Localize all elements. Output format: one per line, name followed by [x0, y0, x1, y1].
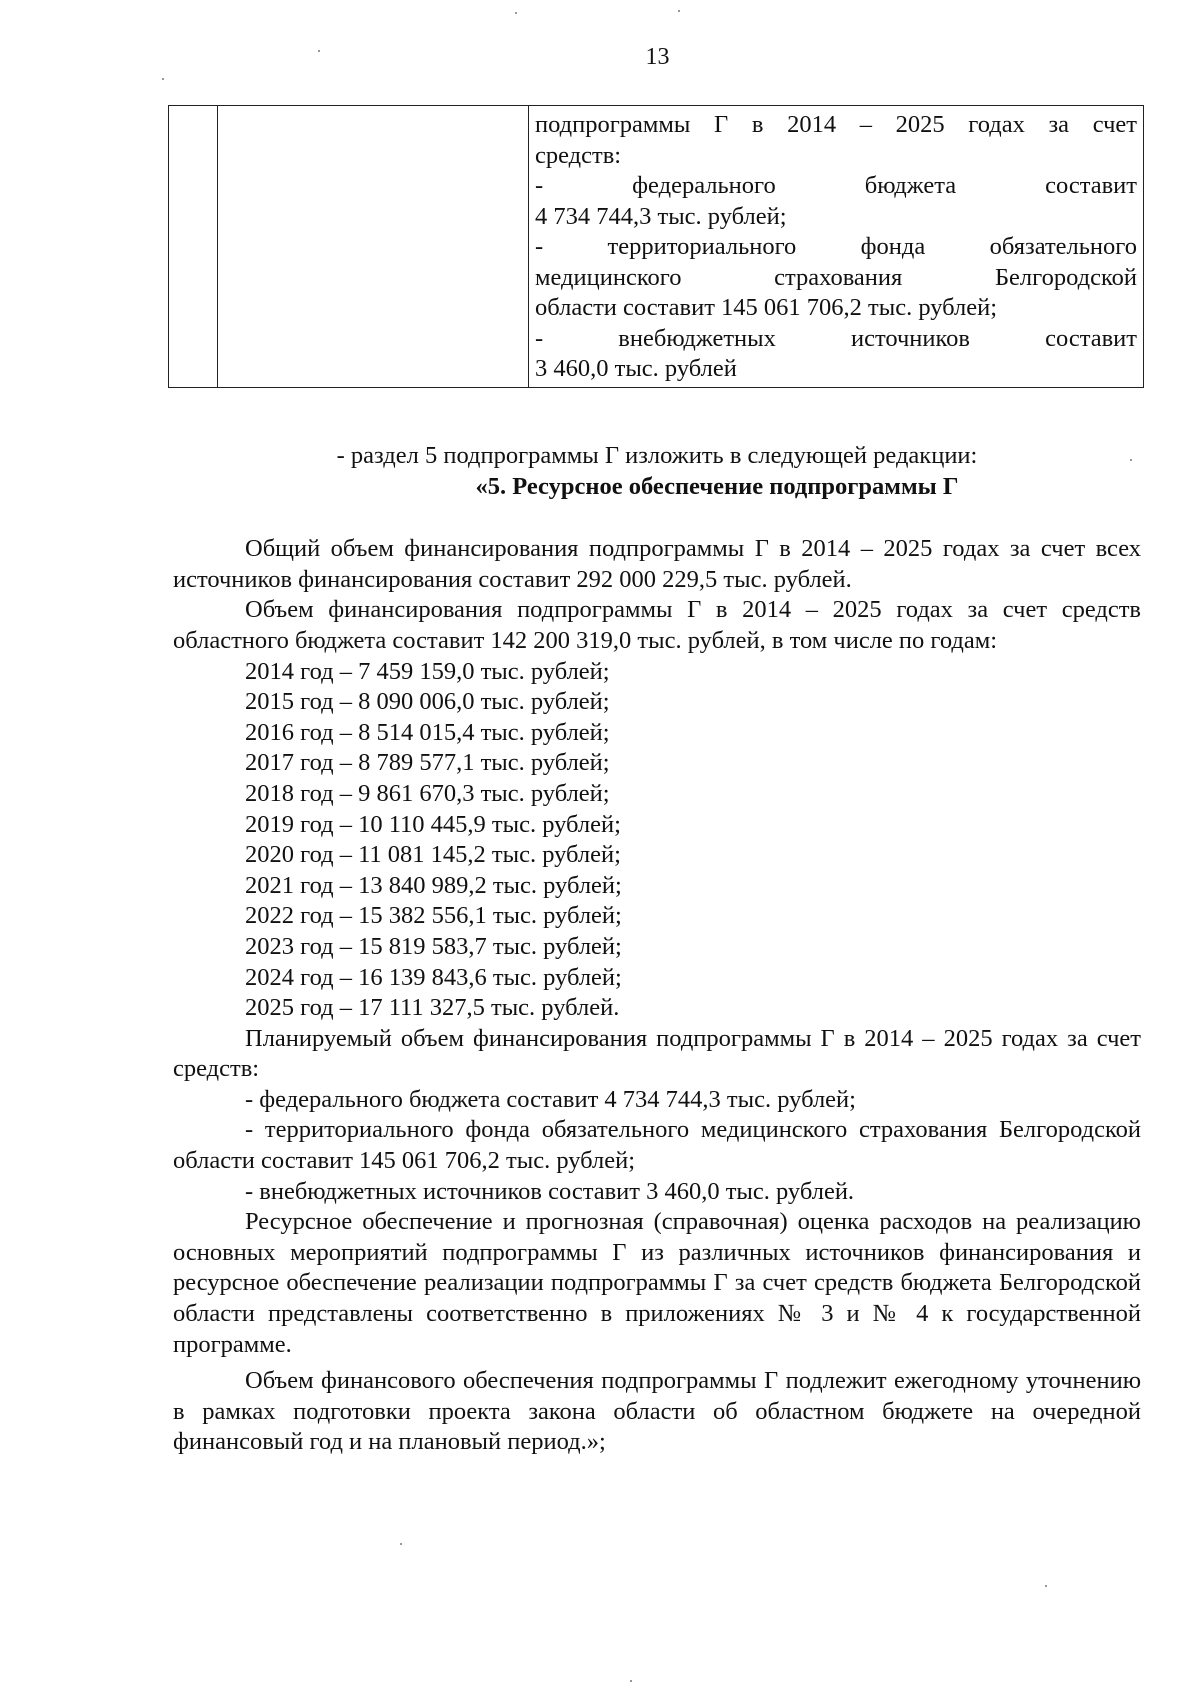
- paragraph-total: Общий объем финансирования подпрограммы Г в 2014 – 2025 годах за счет всех источников финансирования составит 292 000 229,5 тыс. рублей.: [173, 535, 1141, 593]
- cell-line: 3 460,0 тыс. рублей: [535, 355, 737, 382]
- year-item: 2019 год – 10 110 445,9 тыс. рублей;: [245, 810, 621, 838]
- scan-speck: [630, 1680, 632, 1682]
- cell-line: 4 734 744,3 тыс. рублей;: [535, 202, 787, 230]
- document-body: [173, 441, 1141, 1458]
- year-item: 2022 год – 15 382 556,1 тыс. рублей;: [245, 902, 622, 930]
- year-list: [173, 657, 1141, 1024]
- cell-line: - территориального фонда обязательного: [535, 233, 1137, 260]
- year-item: 2021 год – 13 840 989,2 тыс. рублей;: [245, 871, 622, 899]
- year-item: 2016 год – 8 514 015,4 тыс. рублей;: [245, 718, 610, 746]
- scan-speck: [515, 12, 517, 14]
- year-item: 2015 год – 8 090 006,0 тыс. рублей;: [245, 688, 610, 716]
- table-cell-number: [169, 106, 218, 388]
- table-cell-content: [529, 106, 1144, 388]
- scan-speck: [678, 10, 680, 12]
- cell-line: - внебюджетных источников составит: [535, 324, 1137, 352]
- intro-line: - раздел 5 подпрограммы Г изложить в следующей редакции:: [336, 442, 978, 469]
- cell-line: подпрограммы Г в 2014 – 2025 годах за счет: [535, 111, 1137, 138]
- cell-line: - федерального бюджета составит: [535, 172, 1137, 199]
- scan-speck: [1130, 459, 1132, 461]
- paragraph-federal: - федерального бюджета составит 4 734 744,3 тыс. рублей;: [245, 1085, 856, 1113]
- year-item: 2014 год – 7 459 159,0 тыс. рублей;: [245, 657, 610, 685]
- continuation-table: [168, 105, 1144, 388]
- year-item: 2017 год – 8 789 577,1 тыс. рублей;: [245, 749, 610, 777]
- scan-speck: [162, 78, 164, 80]
- year-item: 2025 год – 17 111 327,5 тыс. рублей.: [245, 994, 620, 1022]
- table-cell-label: [218, 106, 529, 388]
- cell-line: медицинского страхования Белгородской: [535, 263, 1137, 291]
- paragraph-extrabudget: - внебюджетных источников составит 3 460,0 тыс. рублей.: [245, 1177, 855, 1205]
- scan-speck: [400, 1543, 402, 1545]
- paragraph-regional: Объем финансирования подпрограммы Г в 2014 – 2025 годах за счет средств областного бюджета составит 142 200 319,0 тыс. рублей, в том числе по годам:: [173, 596, 1141, 654]
- scan-speck: [1045, 1585, 1047, 1587]
- cell-line: области составит 145 061 706,2 тыс. рублей;: [535, 294, 998, 321]
- year-item: 2018 год – 9 861 670,3 тыс. рублей;: [245, 779, 610, 807]
- cell-line: средств:: [535, 141, 622, 169]
- year-item: 2024 год – 16 139 843,6 тыс. рублей;: [245, 963, 622, 991]
- paragraph-territorial: - территориального фонда обязательного медицинского страхования Белгородской области составит 145 061 706,2 тыс. рублей;: [173, 1116, 1141, 1175]
- section-title: «5. Ресурсное обеспечение подпрограммы Г: [475, 472, 959, 500]
- paragraph-resources: Ресурсное обеспечение и прогнозная (справочная) оценка расходов на реализацию основных мероприятий подпрограммы Г из различных источников финансирования и ресурсное обеспечение реализации подпрограммы Г за счет средств бюджета Белгородской области представлены соответственно в приложениях № 3 и № 4 к государственной программе.: [173, 1208, 1141, 1358]
- scan-speck: [318, 50, 320, 52]
- page-number: 13: [645, 44, 670, 70]
- year-item: 2020 год – 11 081 145,2 тыс. рублей;: [245, 841, 621, 869]
- paragraph-planned: Планируемый объем финансирования подпрограммы Г в 2014 – 2025 годах за счет средств:: [173, 1024, 1141, 1083]
- paragraph-annual: Объем финансового обеспечения подпрограммы Г подлежит ежегодному уточнению в рамках подготовки проекта закона области об областном бюджете на очередной финансовый год и на плановый период.»;: [173, 1367, 1141, 1456]
- year-item: 2023 год – 15 819 583,7 тыс. рублей;: [245, 932, 622, 960]
- table-row: [169, 106, 1144, 388]
